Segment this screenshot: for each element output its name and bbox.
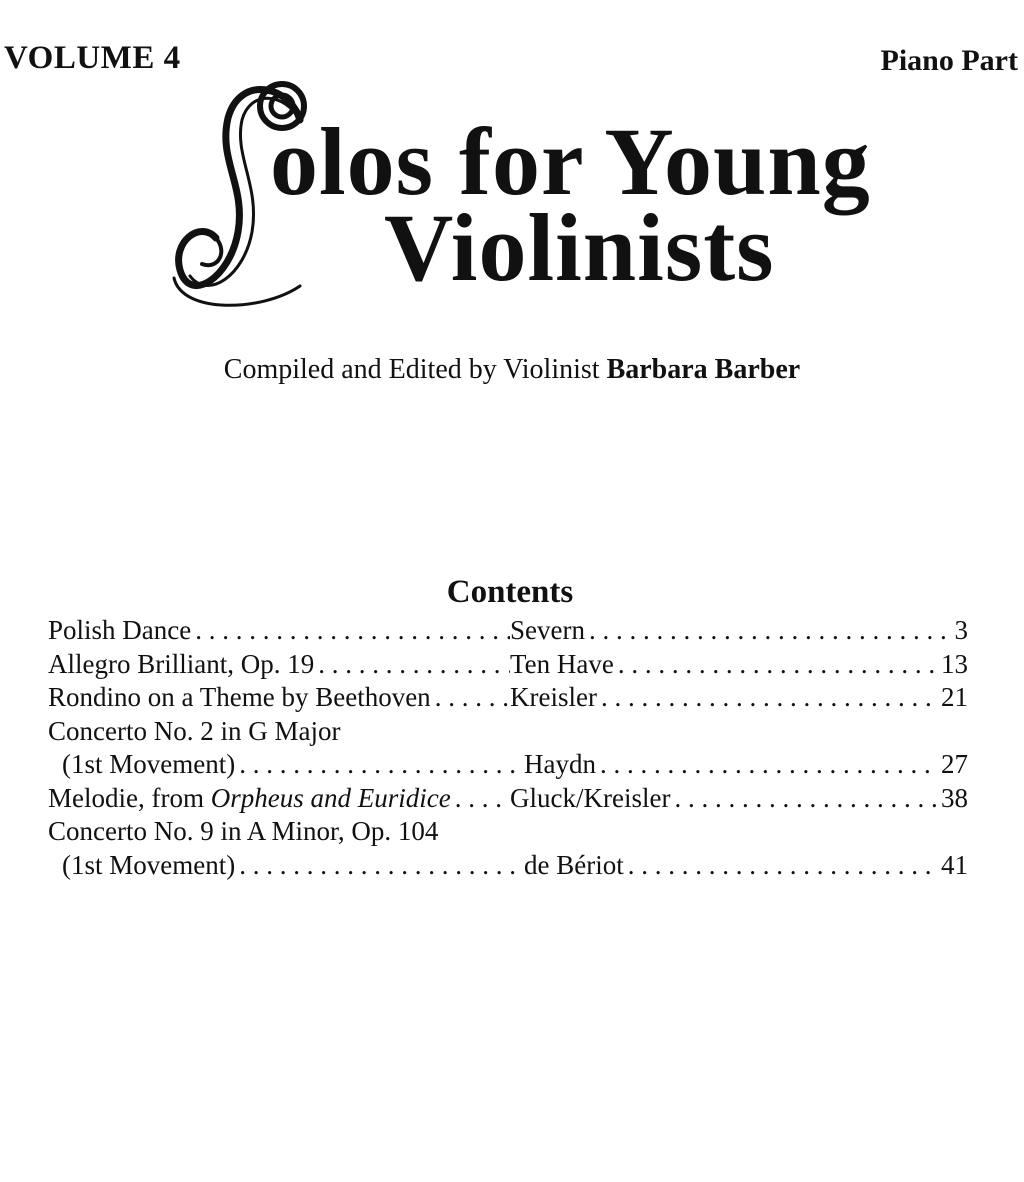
entry-composer: de Bériot: [524, 849, 624, 880]
toc-entry-3: [48, 681, 968, 715]
entry-title: [48, 782, 451, 816]
credit-prefix: Compiled and Edited by Violinist: [223, 354, 607, 385]
dot-leader: [614, 648, 939, 682]
dot-leader: [451, 782, 510, 816]
dot-leader: [314, 648, 510, 682]
editor-name: Barbara Barber: [606, 354, 801, 385]
contents-heading: Contents: [446, 574, 574, 610]
entry-title: Allegro Brilliant, Op. 19: [48, 648, 315, 679]
dot-leader: [431, 681, 510, 715]
entry-title-italic: Orpheus and Euridice: [210, 782, 451, 813]
dot-leader: [585, 614, 953, 648]
dot-leader: [624, 849, 939, 883]
entry-page: 21: [941, 682, 968, 712]
entry-subtitle: (1st Movement): [62, 749, 236, 779]
toc-entry-4: [48, 748, 968, 782]
entry-composer: Haydn: [524, 749, 596, 779]
entry-composer: Kreisler: [510, 682, 597, 712]
title-line-2: Violinists: [384, 194, 775, 301]
title-line-1: olos for Young: [270, 108, 871, 215]
entry-composer: Gluck/Kreisler: [510, 782, 671, 813]
toc-entry-2: [48, 648, 968, 682]
entry-title: Concerto No. 9 in A Minor, Op. 104: [48, 816, 439, 846]
dot-leader: [596, 748, 939, 782]
entry-composer: Ten Have: [510, 648, 614, 679]
credit-line: [0, 354, 1024, 386]
dot-leader: [235, 748, 524, 782]
toc-entry-6-title: [48, 815, 968, 849]
table-of-contents: [48, 614, 968, 882]
entry-title: Polish Dance: [48, 615, 192, 645]
toc-entry-4-title: [48, 715, 968, 749]
entry-page: 3: [954, 615, 968, 645]
volume-label: VOLUME 4: [4, 40, 181, 76]
toc-entry-5: [48, 782, 968, 816]
entry-page: 38: [941, 782, 968, 813]
entry-title: Concerto No. 2 in G Major: [48, 715, 341, 746]
dot-leader: [597, 681, 939, 715]
entry-composer: Severn: [510, 615, 585, 645]
dot-leader: [191, 614, 510, 648]
part-label: Piano Part: [880, 44, 1018, 77]
entry-page: 41: [941, 849, 968, 880]
toc-entry-6: [48, 849, 968, 883]
entry-title: Rondino on a Theme by Beethoven: [48, 682, 431, 712]
entry-page: 13: [941, 648, 968, 679]
entry-subtitle: (1st Movement): [62, 849, 236, 880]
entry-page: 27: [941, 749, 968, 779]
dot-leader: [235, 849, 524, 883]
toc-entry-1: [48, 614, 968, 648]
entry-title-prefix: Melodie, from: [48, 782, 211, 813]
dot-leader: [670, 782, 939, 816]
